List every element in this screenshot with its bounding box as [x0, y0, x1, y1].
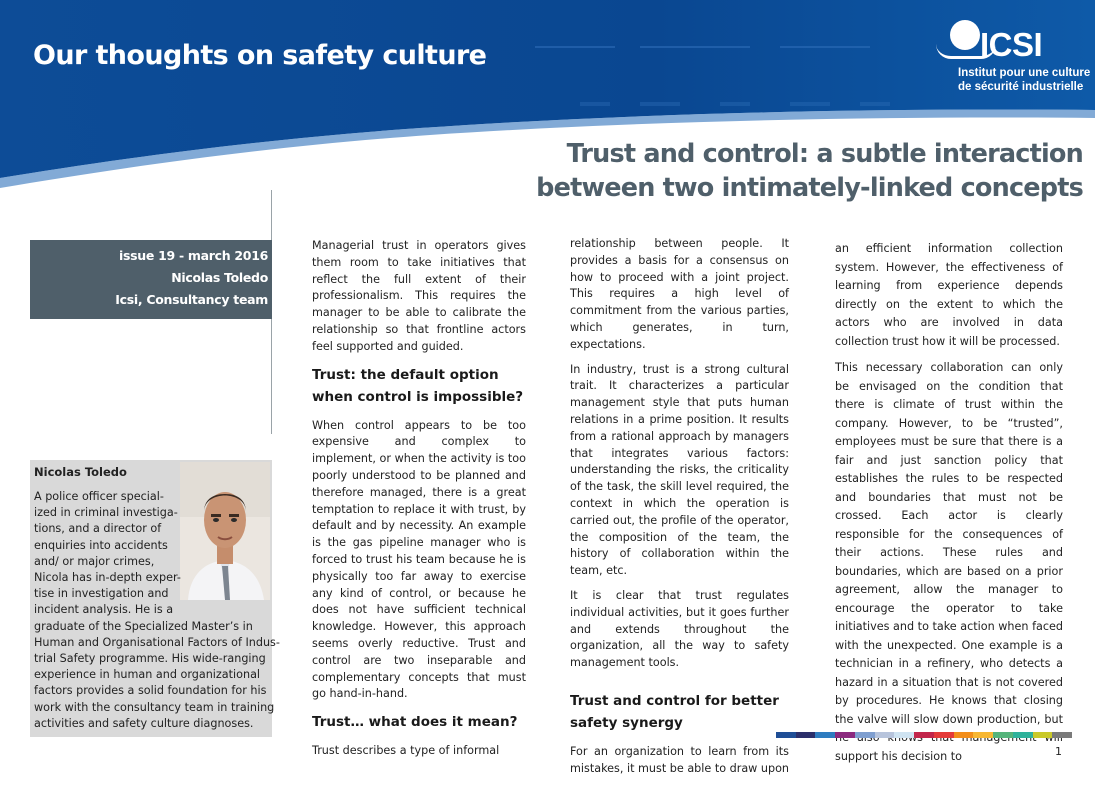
- bio-line: tise in investigation and: [34, 587, 169, 601]
- author-team: Icsi, Consultancy team: [115, 292, 268, 307]
- section-heading: Trust: the default option when control is impossible?: [312, 366, 524, 405]
- bio-line: activities and safety culture diagnoses.: [34, 716, 254, 730]
- logo-subtitle-line1: Institut pour une culture: [958, 67, 1091, 79]
- bio-line: trial Safety programme. His wide-ranging: [34, 652, 266, 666]
- color-bar-segment: [875, 732, 895, 738]
- paragraph: an efficient information collection system. However, the effectiveness of learning from experience depends directly on the extent to which the actors who are involved in data collection trust how it will be processed.: [835, 242, 1063, 348]
- bio-line: Nicola has in-depth exper-: [34, 571, 181, 585]
- color-bar-segment: [776, 732, 796, 738]
- paragraph: This necessary collaboration can only be envisaged on the condition that there is climate of trust within the company. However, to be “trusted”, employees must be sure that there is a fair and just sanction policy that establishes the rules to be respected and boundaries that must not be crossed. Each actor is clearly responsible for the consequences of their actions. These rules and boundaries, which are based on a prior agreement, allow the manager to encourage the operator to take initiatives and to take action when faced with the unexpected. One example is a technician in a refinery, who detects a hazard in a situation that is not covered by procedures. He knows that closing the valve will slow down production, but support his decision to: [835, 361, 1063, 763]
- bio-line: A police officer special-: [34, 490, 164, 503]
- article-column-2: [570, 236, 789, 786]
- author-name: Nicolas Toledo: [171, 270, 268, 285]
- color-bar-segment: [934, 732, 954, 738]
- color-bar-segment: [1052, 732, 1072, 738]
- bio-line: enquiries into accidents: [34, 538, 168, 552]
- bio-line: factors provides a solid foundation for his: [34, 684, 267, 698]
- section-heading: Trust and control for better safety synergy: [570, 692, 779, 731]
- color-bar-segment: [914, 732, 934, 738]
- color-bar-segment: [835, 732, 855, 738]
- color-bar-segment: [855, 732, 875, 738]
- paragraph: In industry, trust is a strong cultural trait. It characterizes a particular management style that puts human relations in a prime position. It results from a rational approach by managers that integrates various factors: understanding the risks, the criticality of the task, the skill level required, the context in which the operation is carried out, the profile of the operator, the composition of the team, the history of collaboration within the team, etc.: [570, 362, 789, 578]
- article-column-1: [312, 238, 526, 768]
- paragraph: It is clear that trust regulates individual activities, but it goes further and extends throughout the organization, all the way to safety management tools.: [570, 588, 789, 670]
- color-bar-segment: [993, 732, 1013, 738]
- author-bio-box: [30, 460, 280, 737]
- bio-text: [34, 489, 280, 732]
- bio-line: incident analysis. He is a: [34, 603, 174, 617]
- color-bar-segment: [973, 732, 993, 738]
- page-number: 1: [1055, 745, 1062, 758]
- logo-subtitle: [958, 66, 1090, 94]
- icsi-logo[interactable]: [936, 14, 1091, 104]
- bio-line: and/ or major crimes,: [34, 554, 155, 568]
- logo-subtitle-line2: de sécurité industrielle: [958, 81, 1084, 93]
- issue-info-box: [30, 240, 272, 319]
- bio-line: tions, and a director of: [34, 522, 162, 536]
- bio-line: ized in criminal investiga-: [34, 506, 178, 520]
- logo-brand-text: ICSI: [980, 26, 1043, 63]
- paragraph: Managerial trust in operators gives them room to take initiatives that reflect the full extent of their professionalism. This requires the manager to be able to calibrate the relationship so that frontline actors feel supported and guided.: [312, 239, 526, 353]
- footer-color-bar: [776, 732, 1072, 738]
- bio-name: Nicolas Toledo: [34, 465, 127, 479]
- article-title: [536, 137, 1083, 205]
- color-bar-segment: [815, 732, 835, 738]
- color-bar-segment: [894, 732, 914, 738]
- bio-line: experience in human and organizational: [34, 668, 261, 682]
- section-heading: Trust… what does it mean?: [312, 714, 518, 731]
- bio-line: work with the consultancy team in training: [34, 700, 275, 714]
- series-title: Our thoughts on safety culture: [33, 40, 487, 71]
- article-column-3: [835, 240, 1063, 774]
- paragraph: For an organization to learn from its mistakes, it must be able to draw upon: [570, 744, 790, 775]
- paragraph: relationship between people. It provides a basis for a consensus on how to proceed with a joint project. This requires a high level of commitment from the various parties, which generates, in turn, expectations.: [570, 237, 789, 351]
- article-title-line1: Trust and control: a subtle interaction: [566, 139, 1083, 169]
- color-bar-segment: [1033, 732, 1053, 738]
- color-bar-segment: [796, 732, 816, 738]
- bio-line: Human and Organisational Factors of Indus-: [34, 635, 280, 649]
- paragraph: Trust describes a type of informal: [312, 744, 500, 758]
- paragraph: When control appears to be too expensive and complex to implement, or when the activity is too poorly understood to be planned and therefore managed, there is a great temptation to replace it with trust, by default and by necessity. An example is the gas pipeline manager who is forced to trust his team because he is physically too far away to exercise any kind of control, or because he does not have sufficient technical knowledge. However, this approach seems overly reductive. Trust and control are two inseparable and complementary concepts that must go hand-in-hand.: [312, 418, 526, 701]
- bio-line: graduate of the Specialized Master’s in: [34, 619, 253, 633]
- article-title-line2: between two intimately-linked concepts: [536, 173, 1083, 203]
- issue-number: issue 19 - march 2016: [119, 248, 268, 263]
- color-bar-segment: [954, 732, 974, 738]
- color-bar-segment: [1013, 732, 1033, 738]
